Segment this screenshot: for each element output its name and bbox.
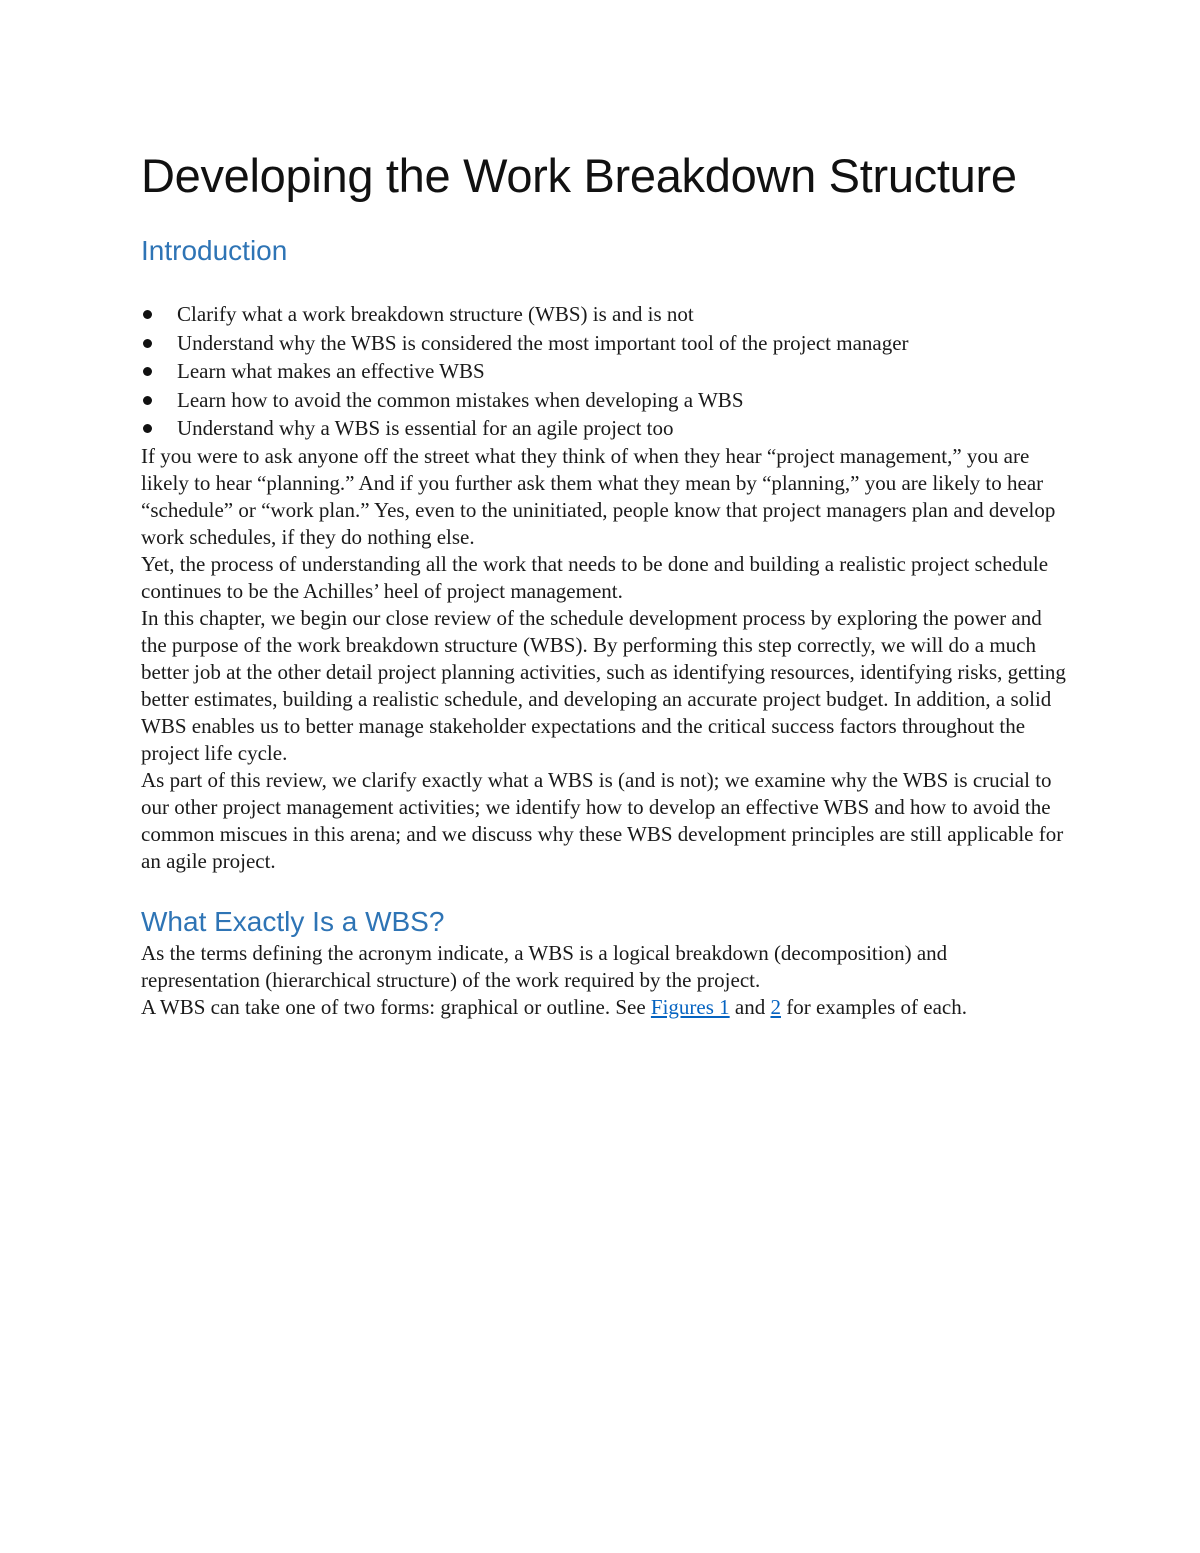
objectives-list [141,300,1066,443]
list-item [141,357,1066,386]
paragraph-text: and [729,994,771,1019]
document-title: Developing the Work Breakdown Structure [141,149,1017,202]
bullet-icon [143,310,152,319]
body-paragraph: As part of this review, we clarify exactly what a WBS is (and is not); we examine why the WBS is crucial to our other project management activities; we identify how to develop an effective WBS and how to avoid the common miscues in this arena; and we discuss why these WBS development principles are still applicable for an agile project. [141,767,1064,873]
document-page [141,146,1066,1021]
paragraph-text: A WBS can take one of two forms: graphical or outline. See [141,994,651,1019]
list-item [141,386,1066,415]
body-paragraph: As the terms defining the acronym indicate, a WBS is a logical breakdown (decomposition) and representation (hierarchical structure) of the work required by the project. [141,940,948,992]
body-paragraph: Yet, the process of understanding all the work that needs to be done and building a realistic project schedule continues to be the Achilles’ heel of project management. [141,551,1049,603]
list-item-text: Learn what makes an effective WBS [177,359,485,383]
body-paragraph-with-links [141,994,1066,1021]
list-item-text: Understand why a WBS is essential for an agile project too [177,416,674,440]
list-item-text: Understand why the WBS is considered the most important tool of the project manager [177,330,909,355]
list-item [141,300,1066,329]
list-item-text: Clarify what a work breakdown structure (WBS) is and is not [177,302,694,326]
figures-1-link[interactable]: Figures 1 [650,994,730,1019]
list-item [141,414,1066,443]
body-paragraph: In this chapter, we begin our close review of the schedule development process by exploring the power and the purpose of the work breakdown structure (WBS). By performing this step correctly, we will do a much better job at the other detail project planning activities, such as identifying resources, identifying risks, getting better estimates, building a realistic schedule, and developing an accurate project budget. In addition, a solid WBS enables us to better manage stakeholder expectations and the critical success factors throughout the project life cycle. [141,605,1066,765]
bullet-icon [143,367,152,376]
list-item [141,329,1066,358]
figure-2-link[interactable]: 2 [770,994,781,1019]
body-paragraph: If you were to ask anyone off the street what they think of when they hear “project management,” you are likely to hear “planning.” And if you further ask them what they mean by “planning,” you are likely to hear “schedule” or “work plan.” Yes, even to the uninitiated, people know that project managers plan and develop work schedules, if they do nothing else. [141,443,1056,549]
section-heading-introduction: Introduction [141,235,288,266]
bullet-icon [143,339,152,348]
bullet-icon [143,424,152,433]
list-item-text: Learn how to avoid the common mistakes when developing a WBS [177,387,744,412]
section-heading-what-is-wbs: What Exactly Is a WBS? [141,905,445,937]
paragraph-text: for examples of each. [780,994,967,1019]
bullet-icon [143,396,152,405]
